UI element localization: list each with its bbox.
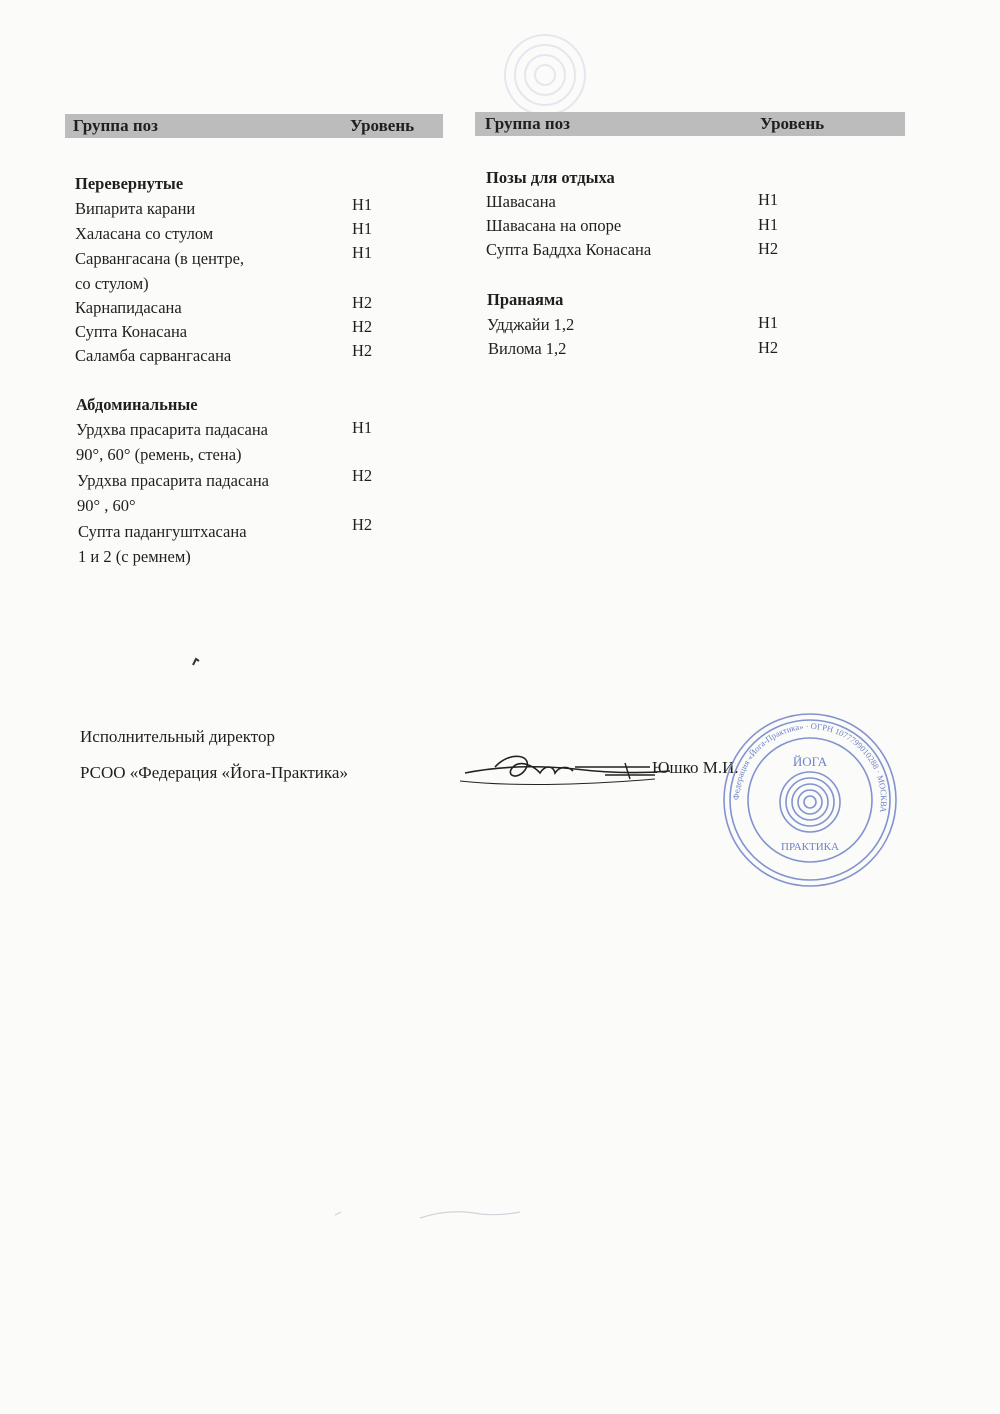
pose-name: Урдхва прасарита падасана: [76, 420, 268, 439]
group-header-label: Группа поз: [485, 114, 570, 133]
section-heading-inverted: Перевернутые: [75, 174, 184, 193]
pose-name: Шавасана на опоре: [486, 216, 622, 235]
pose-name: Вилома 1,2: [488, 339, 567, 358]
pose-level: Н2: [352, 341, 373, 360]
table-header-right: [475, 112, 905, 136]
pose-name: Урдхва прасарита падасана: [77, 471, 269, 490]
pose-name: Халасана со стулом: [75, 224, 214, 243]
pose-level: Н1: [352, 195, 373, 214]
pose-name-cont: 90° , 60°: [77, 496, 136, 515]
pose-level: Н2: [352, 515, 373, 534]
pose-name: Супта падангуштхасана: [78, 522, 247, 541]
pose-name: Сарвангасана (в центре,: [75, 249, 245, 268]
pose-level: Н1: [758, 190, 779, 209]
pose-level: Н1: [352, 418, 373, 437]
pose-name: Випарита карани: [75, 199, 196, 218]
faint-pen-mark-icon: [330, 1200, 530, 1230]
pose-level: Н2: [758, 239, 779, 258]
seal-ring-text: Федерация «Йога-Практика» · ОГРН 1077799010288 · МОСКВА: [730, 720, 890, 814]
pose-level: Н2: [352, 293, 373, 312]
signer-position: Исполнительный директор: [80, 727, 275, 746]
pose-name: Карнапидасана: [75, 298, 182, 317]
seal-top-text: ЙОГА: [792, 754, 828, 769]
pose-level: Н1: [758, 215, 779, 234]
section-heading-pranayama: Пранаяма: [487, 290, 564, 309]
level-header-label: Уровень: [350, 116, 415, 135]
pose-level: Н2: [352, 317, 373, 336]
group-header-label: Группа поз: [73, 116, 158, 135]
pose-name-cont: 1 и 2 (с ремнем): [78, 547, 191, 566]
pose-level: Н1: [758, 313, 779, 332]
pose-name: Саламба сарвангасана: [75, 346, 232, 365]
faint-logo-icon: [485, 20, 605, 120]
seal-bottom-text: ПРАКТИКА: [781, 841, 839, 853]
pose-level: Н2: [352, 466, 373, 485]
signer-name: Юшко М.И.: [652, 758, 739, 777]
pen-mark-icon: [190, 655, 204, 669]
pose-level: Н1: [352, 219, 373, 238]
pose-level: Н2: [758, 338, 779, 357]
pose-name: Удджайи 1,2: [487, 315, 575, 334]
signer-organization: РСОО «Федерация «Йога-Практика»: [80, 763, 348, 782]
table-header-left: [65, 114, 443, 138]
handwritten-signature-icon: [455, 745, 675, 805]
pose-name: Шавасана: [486, 192, 556, 211]
pose-name-cont: со стулом): [75, 274, 149, 293]
organization-seal-icon: [720, 710, 900, 890]
level-header-label: Уровень: [760, 114, 825, 133]
pose-name-cont: 90°, 60° (ремень, стена): [76, 445, 242, 464]
pose-name: Супта Баддха Конасана: [486, 240, 652, 259]
section-heading-rest: Позы для отдыха: [486, 168, 615, 187]
section-heading-abdominal: Абдоминальные: [76, 395, 198, 414]
pose-name: Супта Конасана: [75, 322, 188, 341]
pose-level: Н1: [352, 243, 373, 262]
